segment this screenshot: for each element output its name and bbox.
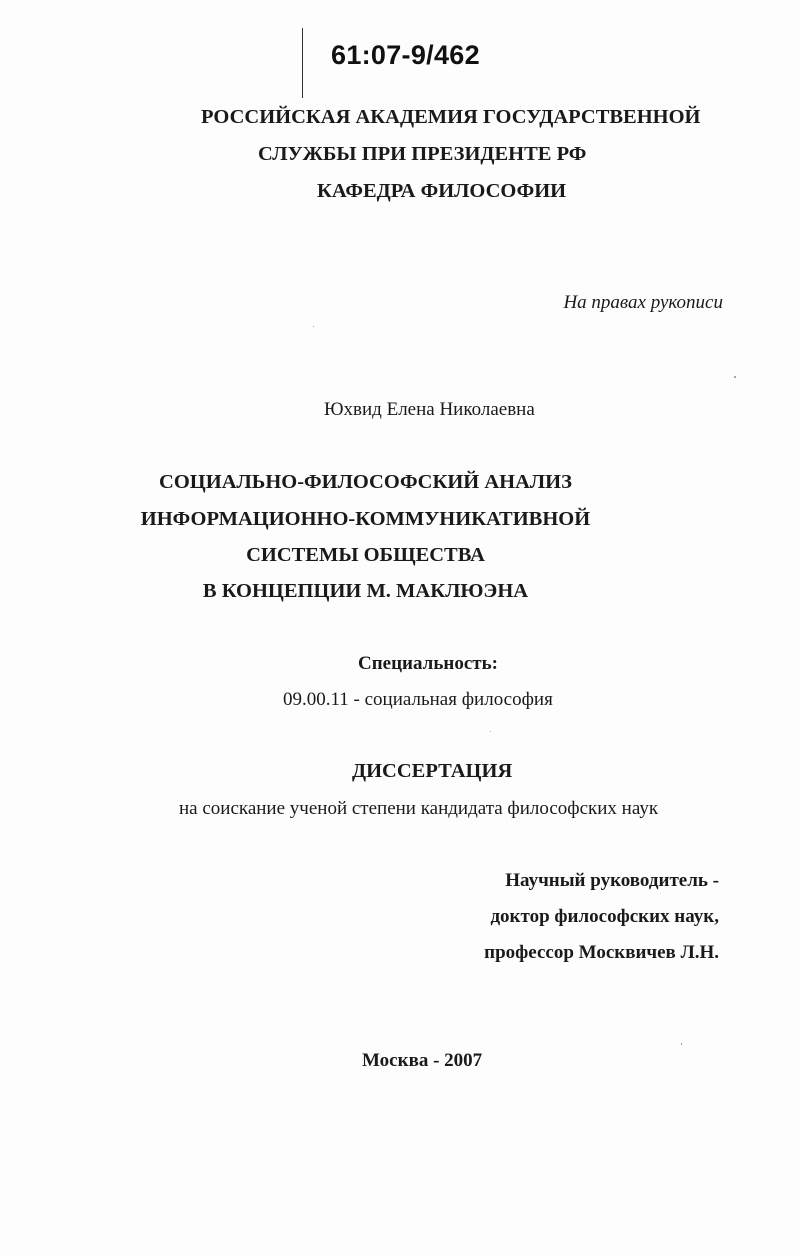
title-line-4: В КОНЦЕПЦИИ М. МАКЛЮЭНА <box>202 580 529 602</box>
title-line-3: СИСТЕМЫ ОБЩЕСТВА <box>246 544 485 566</box>
author-name: Юхвид Елена Николаевна <box>324 399 535 420</box>
institution-line-1: РОССИЙСКАЯ АКАДЕМИЯ ГОСУДАРСТВЕННОЙ <box>201 106 701 128</box>
stamp-divider <box>302 28 303 98</box>
place-year: Москва - 2007 <box>362 1050 483 1071</box>
supervisor-line-2: доктор философских наук, <box>490 906 719 927</box>
degree-line: на соискание ученой степени кандидата философских наук <box>179 798 659 819</box>
supervisor-line-3: профессор Москвичев Л.Н. <box>484 942 719 963</box>
rights-note: На правах рукописи <box>563 292 723 313</box>
specialty-label: Специальность: <box>358 653 498 674</box>
supervisor-line-1: Научный руководитель - <box>505 870 719 891</box>
department-line: КАФЕДРА ФИЛОСОФИИ <box>317 180 567 202</box>
scan-speck <box>734 376 736 378</box>
scan-speck <box>313 326 314 327</box>
title-line-2: ИНФОРМАЦИОННО-КОММУНИКАТИВНОЙ <box>140 508 591 530</box>
scan-speck <box>490 731 491 732</box>
dissertation-heading: ДИССЕРТАЦИЯ <box>352 760 513 782</box>
scan-speck <box>681 1043 682 1045</box>
catalog-code: 61:07-9/462 <box>331 40 480 70</box>
specialty-value: 09.00.11 - социальная философия <box>283 689 553 710</box>
institution-line-2: СЛУЖБЫ ПРИ ПРЕЗИДЕНТЕ РФ <box>258 143 587 165</box>
title-line-1: СОЦИАЛЬНО-ФИЛОСОФСКИЙ АНАЛИЗ <box>159 471 572 493</box>
